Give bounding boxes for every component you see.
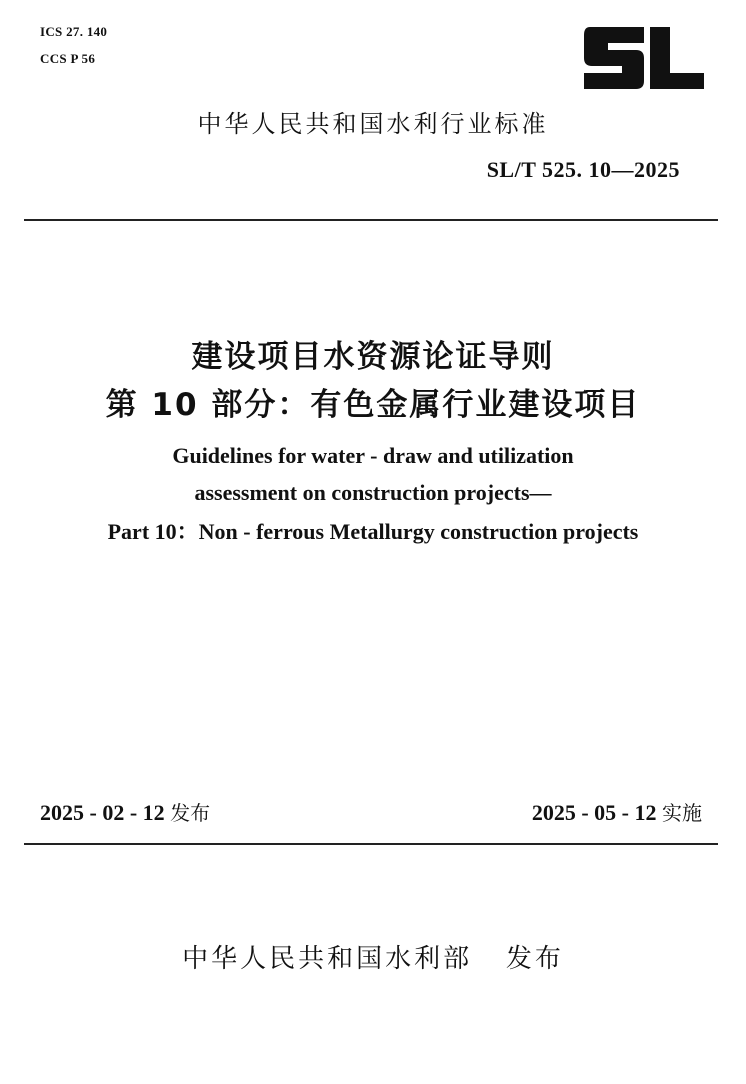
issue-date [40,797,210,826]
bottom-divider [24,843,718,845]
implementation-date-label: 实施 [662,801,702,825]
implementation-date-value: 2025 - 05 - 12 [531,800,657,825]
ics-code: ICS 27. 140 [40,24,108,39]
issue-date-label: 发布 [170,801,211,825]
top-divider [24,219,718,221]
issuer-action: 发布 [505,944,564,974]
issuer-org: 中华人民共和国水利部 [182,944,473,974]
ccs-code: CCS P 56 [40,51,96,66]
standard-category: 中华人民共和国水利行业标准 [197,110,549,138]
implementation-date [532,797,702,826]
standard-number: SL/T 525. 10—2025 [486,157,680,182]
title-en-line2: assessment on construction projects— [194,480,552,505]
title-en-line1: Guidelines for water - draw and utilization [172,443,574,468]
issuer [0,938,746,975]
sl-logo-shape [584,27,704,89]
title-cn-line2: 第 10 部分：有色金属行业建设项目 [105,387,641,423]
sl-logo [582,25,706,91]
issue-date-value: 2025 - 02 - 12 [40,800,165,825]
title-cn-line1: 建设项目水资源论证导则 [191,339,555,375]
title-en-line3: Part 10：Non - ferrous Metallurgy construction projects [107,519,639,544]
